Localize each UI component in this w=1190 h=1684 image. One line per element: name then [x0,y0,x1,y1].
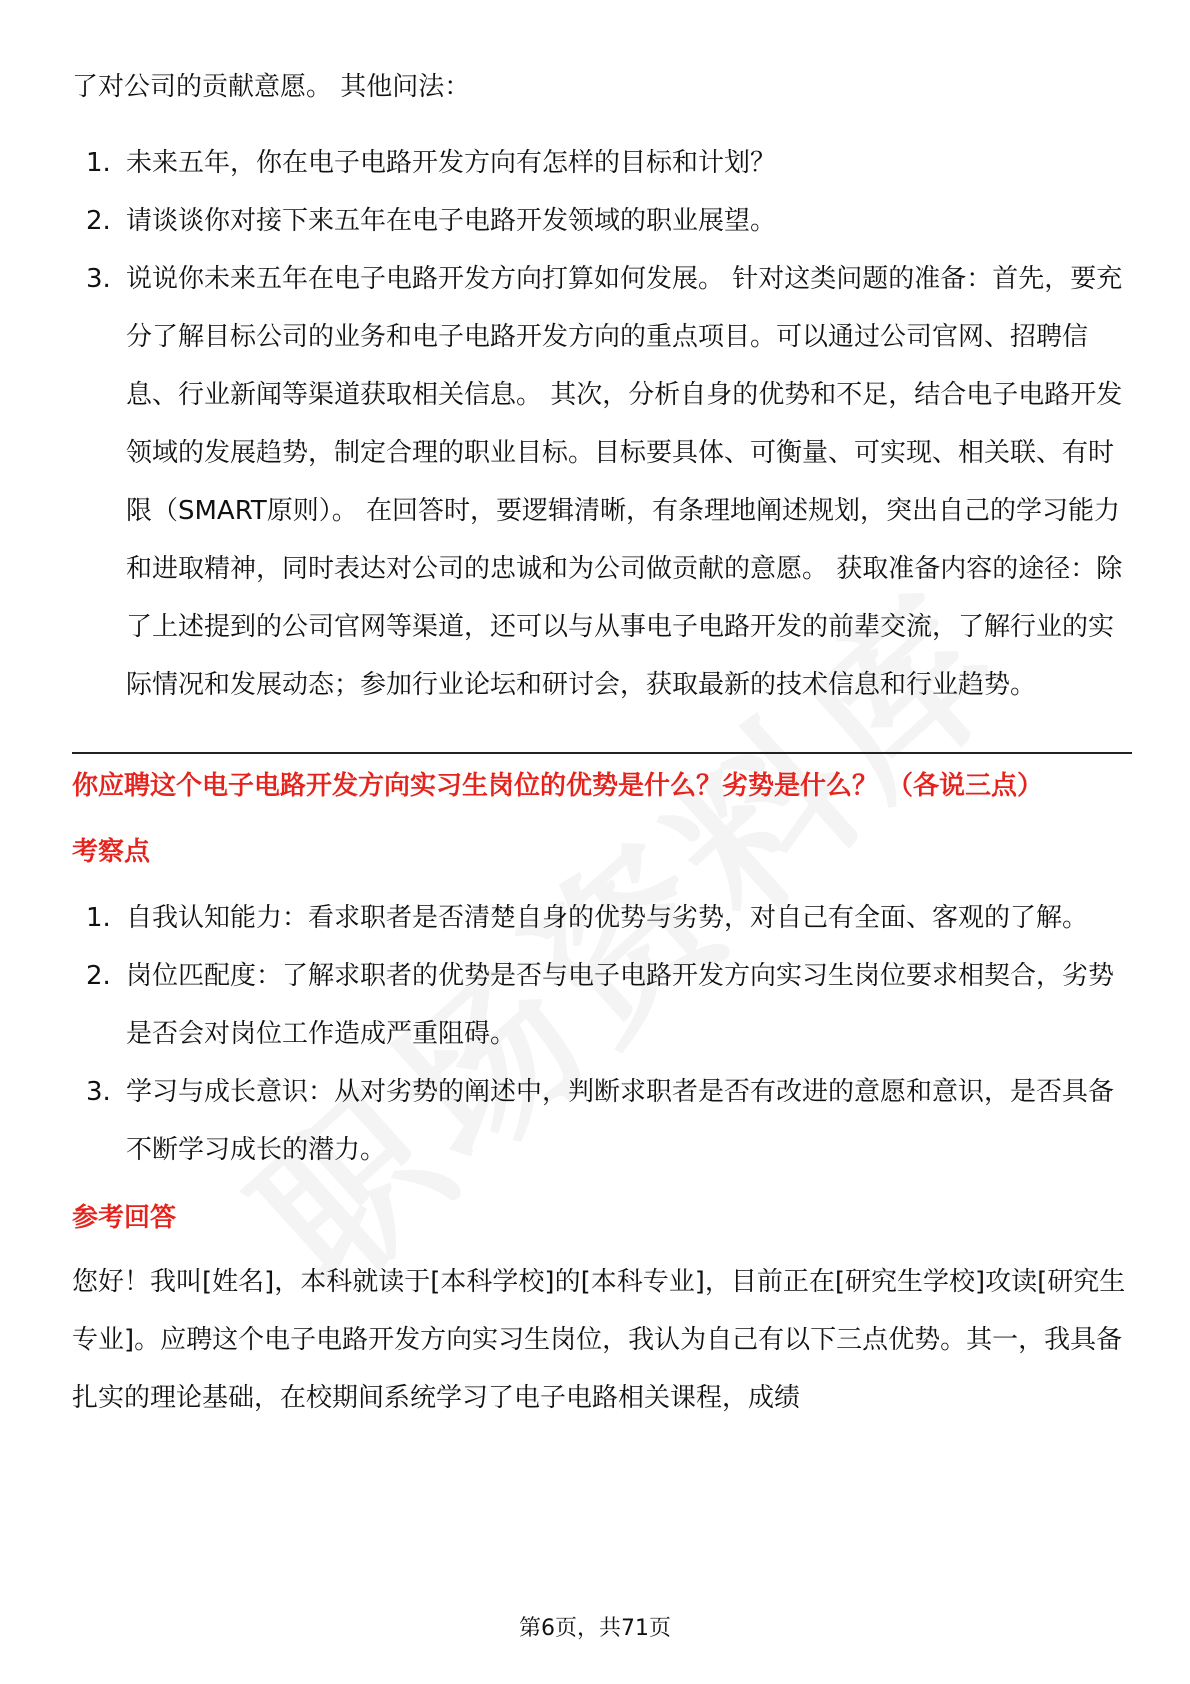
page-footer: 第6页，共71页 [519,1616,671,1641]
list-item [72,947,1132,1063]
list-item [72,1063,1132,1179]
list-number: 3. [86,1077,111,1107]
alt-questions-list [72,134,1132,714]
list-item-text: 学习与成长意识：从对劣势的阐述中，判断求职者是否有改进的意愿和意识，是否具备不断学习成长的潜力。 [126,1077,1115,1165]
list-item-text: 未来五年，你在电子电路开发方向有怎样的目标和计划？ [126,148,777,178]
list-number: 1. [86,903,111,933]
list-number: 2. [86,206,111,236]
list-item [72,250,1132,714]
list-item [72,134,1132,192]
focus-heading: 考察点 [72,837,151,867]
list-number: 3. [86,264,111,294]
document-body [72,58,1132,1427]
focus-points-list [72,889,1132,1179]
list-item-text: 请谈谈你对接下来五年在电子电路开发领域的职业展望。 [126,206,777,236]
list-item-text: 自我认知能力：看求职者是否清楚自身的优势与劣势，对自己有全面、客观的了解。 [126,903,1089,933]
list-number: 2. [86,961,111,991]
answer-text: 您好！我叫[姓名]，本科就读于[本科学校]的[本科专业]，目前正在[研究生学校]攻读[研究生专业]。应聘这个电子电路开发方向实习生岗位，我认为自己有以下三点优势。其一，我具备扎实的理论基础，在校期间系统学习了电子电路相关课程，成绩 [72,1267,1126,1413]
answer-heading: 参考回答 [72,1203,177,1233]
question-title: 你应聘这个电子电路开发方向实习生岗位的优势是什么？劣势是什么？ （各说三点） [72,771,1044,801]
list-item [72,192,1132,250]
intro-line: 了对公司的贡献意愿。 其他问法： [72,72,471,102]
list-number: 1. [86,148,111,178]
list-item-text: 岗位匹配度：了解求职者的优势是否与电子电路开发方向实习生岗位要求相契合，劣势是否会对岗位工作造成严重阻碍。 [126,961,1115,1049]
list-item-text: 说说你未来五年在电子电路开发方向打算如何发展。 针对这类问题的准备：首先，要充分了解目标公司的业务和电子电路开发方向的重点项目。可以通过公司官网、招聘信息、行业新闻等渠道获取相关信息。 其次，分析自身的优势和不足，结合电子电路开发领域的发展趋势，制定合理的职业目标。目标要具体、可衡量、可实现、相关联、有时限（SMART原则）。 在回答时，要逻辑清晰，有条理地阐述规划，突出自己的学习能力和进取精神，同时表达对公司的忠诚和为公司做贡献的意愿。 获取准备内容的途径：除了上述提到的公司官网等渠道，还可以与从事电子电路开发的前辈交流，了解行业的实际情况和发展动态；参加行业论坛和研讨会，获取最新的技术信息和行业趋势。 [126,264,1123,700]
list-item [72,889,1132,947]
section-divider [72,752,1132,754]
